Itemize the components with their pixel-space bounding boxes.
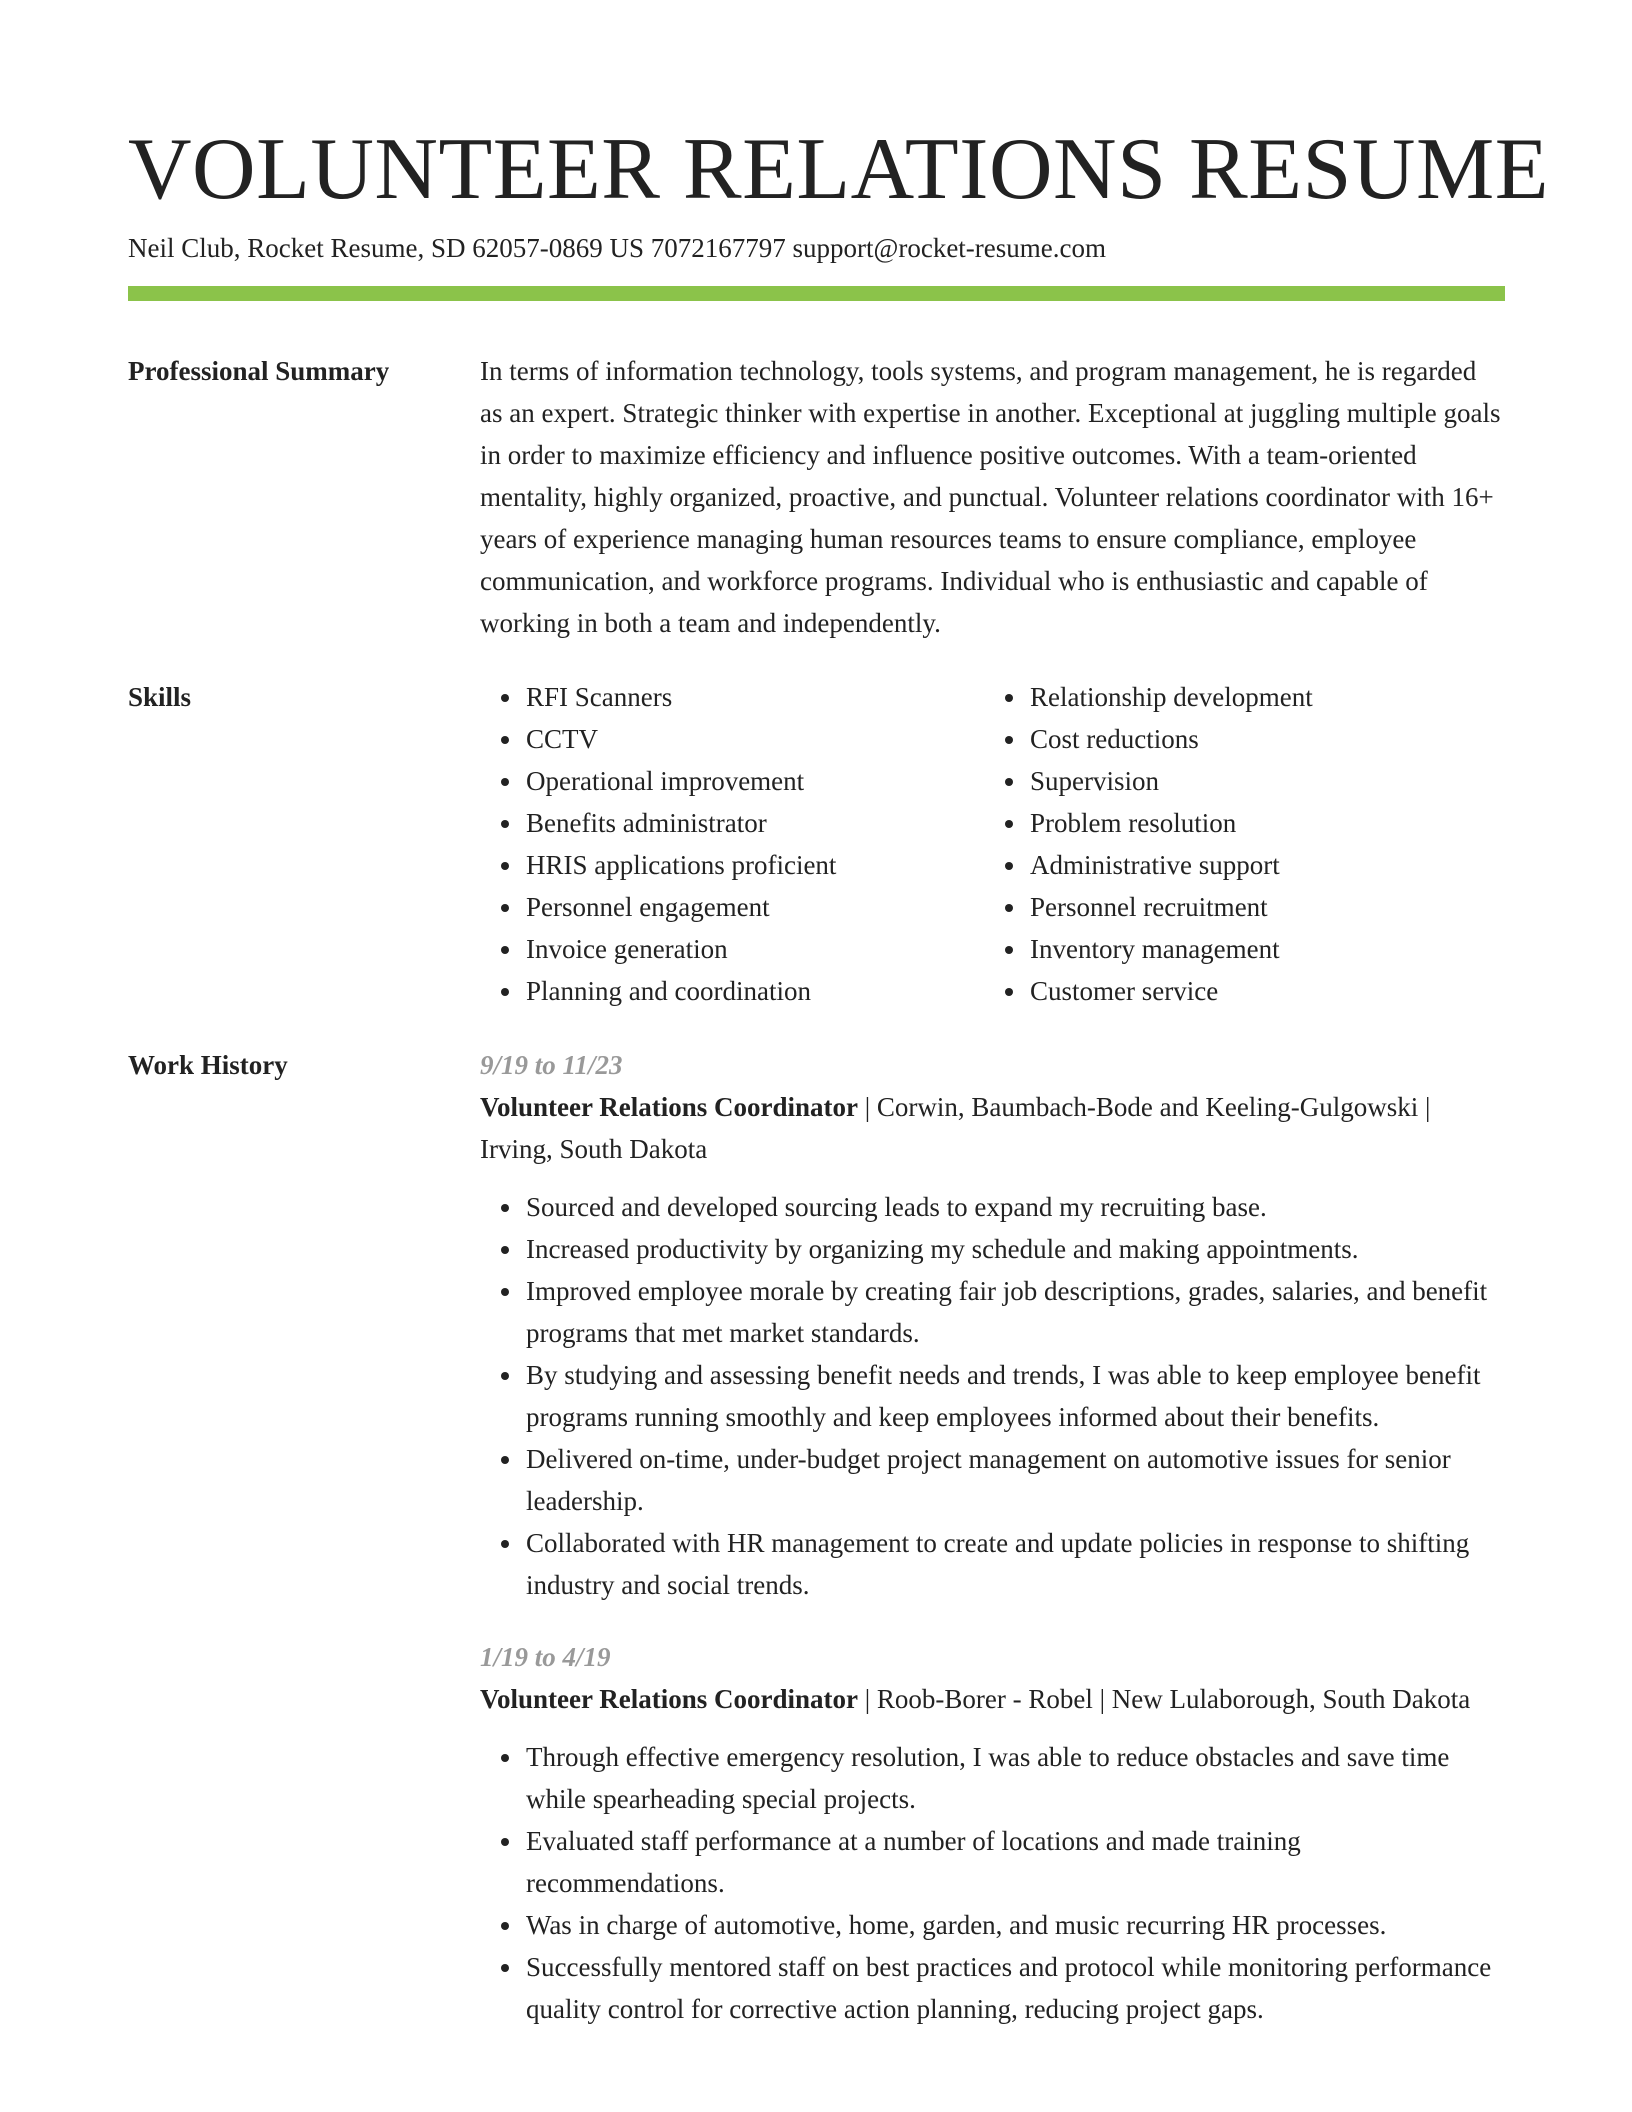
job-employer-location: | Roob-Borer - Robel | New Lulaborough, South Dakota bbox=[858, 1684, 1471, 1714]
skills-heading: Skills bbox=[128, 682, 192, 712]
job-bullet: • Delivered on-time, under-budget project management on automotive issues for senior leadership. bbox=[524, 1438, 1505, 1522]
skill-item: • Supervision bbox=[1028, 760, 1488, 802]
job-bullet-list bbox=[480, 1736, 1505, 2030]
job-bullet: • Through effective emergency resolution, I was able to reduce obstacles and save time while spearheading special projects. bbox=[524, 1736, 1505, 1820]
job-bullet-list bbox=[480, 1186, 1505, 1606]
skill-item: • Personnel recruitment bbox=[1028, 886, 1488, 928]
skill-item: • CCTV bbox=[524, 718, 984, 760]
skill-item: • Inventory management bbox=[1028, 928, 1488, 970]
skill-item: • Relationship development bbox=[1028, 676, 1488, 718]
skill-item: • Problem resolution bbox=[1028, 802, 1488, 844]
summary-text: In terms of information technology, tools systems, and program management, he is regarded as an expert. Strategic thinker with expertise in another. Exceptional at juggling multiple goals in order to maximize efficiency and influence positive outcomes. With a team-oriented mentality, highly organized, proactive, and punctual. Volunteer relations coordinator with 16+ years of experience managing human resources teams to ensure compliance, employee communication, and workforce programs. Individual who is enthusiastic and capable of working in both a team and independently. bbox=[480, 356, 1501, 638]
job-bullet: • Improved employee morale by creating fair job descriptions, grades, salaries, and benefit programs that met market standards. bbox=[524, 1270, 1505, 1354]
job-employer-location: | Corwin, Baumbach-Bode and Keeling-Gulgowski | Irving, South Dakota bbox=[480, 1092, 1431, 1164]
resume-title: VOLUNTEER RELATIONS RESUME bbox=[128, 121, 1549, 218]
job-bullet: • Evaluated staff performance at a number of locations and made training recommendations. bbox=[524, 1820, 1505, 1904]
skill-item: • Personnel engagement bbox=[524, 886, 984, 928]
job-bullet: • Sourced and developed sourcing leads to expand my recruiting base. bbox=[524, 1186, 1505, 1228]
accent-divider bbox=[128, 286, 1505, 301]
job-heading bbox=[480, 1086, 1505, 1170]
skill-item: • Cost reductions bbox=[1028, 718, 1488, 760]
skill-item: • Invoice generation bbox=[524, 928, 984, 970]
work-history-body bbox=[480, 1044, 1505, 2060]
skill-item: • RFI Scanners bbox=[524, 676, 984, 718]
job-bullet: • Was in charge of automotive, home, garden, and music recurring HR processes. bbox=[524, 1904, 1505, 1946]
job-heading bbox=[480, 1678, 1505, 1720]
job-bullet: • Successfully mentored staff on best practices and protocol while monitoring performance quality control for corrective action planning, reducing project gaps. bbox=[524, 1946, 1505, 2030]
skills-list-right bbox=[984, 676, 1488, 1012]
work-history-section bbox=[128, 1044, 1505, 2060]
summary-body bbox=[480, 350, 1505, 644]
job-entry bbox=[480, 1044, 1505, 1606]
skill-item: • HRIS applications proficient bbox=[524, 844, 984, 886]
job-title: Volunteer Relations Coordinator bbox=[480, 1092, 858, 1122]
job-bullet: • Increased productivity by organizing my schedule and making appointments. bbox=[524, 1228, 1505, 1270]
job-bullet: • By studying and assessing benefit needs and trends, I was able to keep employee benefit programs running smoothly and keep employees informed about their benefits. bbox=[524, 1354, 1505, 1438]
skill-item: • Benefits administrator bbox=[524, 802, 984, 844]
skill-item: • Customer service bbox=[1028, 970, 1488, 1012]
summary-heading: Professional Summary bbox=[128, 356, 390, 386]
skills-list-left bbox=[480, 676, 984, 1012]
skill-item: • Operational improvement bbox=[524, 760, 984, 802]
job-title: Volunteer Relations Coordinator bbox=[480, 1684, 858, 1714]
skills-body bbox=[480, 676, 1505, 1012]
job-bullet: • Collaborated with HR management to create and update policies in response to shifting industry and social trends. bbox=[524, 1522, 1505, 1606]
work-history-heading: Work History bbox=[128, 1050, 288, 1080]
contact-line: Neil Club, Rocket Resume, SD 62057-0869 US 7072167797 support@rocket-resume.com bbox=[128, 233, 1106, 263]
resume-sections bbox=[128, 350, 1505, 2092]
skills-section bbox=[128, 676, 1505, 1012]
summary-section bbox=[128, 350, 1505, 644]
skill-item: • Administrative support bbox=[1028, 844, 1488, 886]
job-dates: 9/19 to 11/23 bbox=[480, 1050, 623, 1080]
job-dates: 1/19 to 4/19 bbox=[480, 1642, 611, 1672]
job-entry bbox=[480, 1636, 1505, 2030]
skill-item: • Planning and coordination bbox=[524, 970, 984, 1012]
